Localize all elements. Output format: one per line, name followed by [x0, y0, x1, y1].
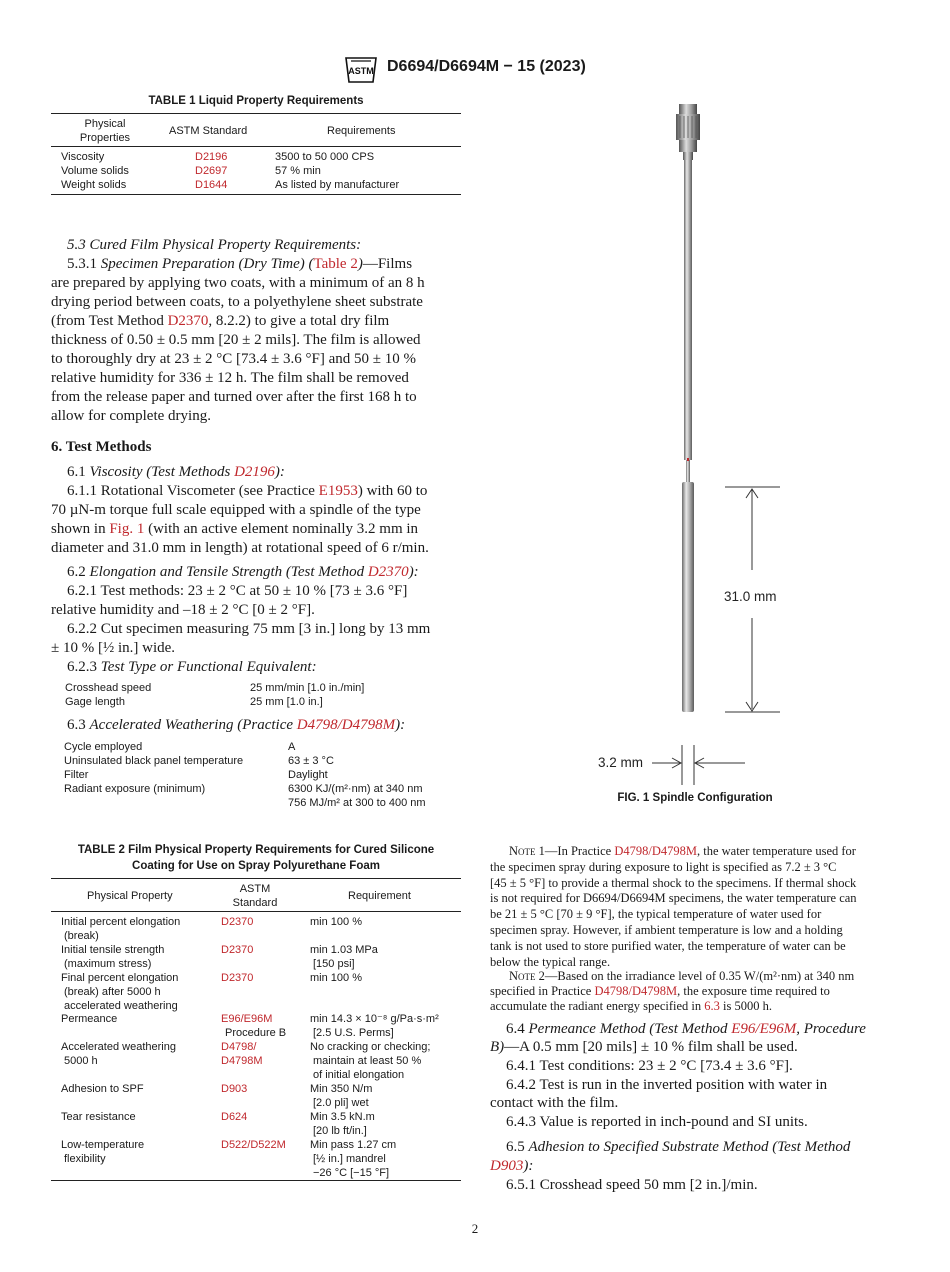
kv-value: 25 mm [1.0 in.] — [250, 696, 323, 708]
paragraph-line: 70 µN-m torque full scale equipped with a spindle of the type — [51, 502, 421, 518]
link-d4798[interactable]: D4798/D4798M — [614, 844, 697, 858]
table-row-link[interactable]: D4798M — [221, 1055, 263, 1067]
table-row-cell: [½ in.] mandrel — [313, 1153, 386, 1165]
paragraph-line: thickness of 0.50 ± 0.5 mm [20 ± 2 mils]. The film is allowed — [51, 332, 421, 348]
paragraph-line: relative humidity for 336 ± 12 h. The film shall be removed — [51, 370, 409, 386]
kv-key: Uninsulated black panel temperature — [64, 755, 244, 767]
table-row-cell: [2.5 U.S. Perms] — [313, 1027, 394, 1039]
kv-value: A — [288, 741, 296, 753]
section-5-3-heading: 5.3 Cured Film Physical Property Requirements: — [67, 237, 362, 253]
table-rule — [51, 911, 461, 912]
astm-logo-icon — [343, 55, 379, 85]
kv-value: 6300 KJ/(m²·nm) at 340 nm — [288, 783, 423, 795]
page-header — [0, 55, 950, 85]
table-row-cell: [20 lb ft/in.] — [313, 1125, 367, 1137]
table-row-cell: Adhesion to SPF — [61, 1083, 144, 1095]
table-row-cell: 3500 to 50 000 CPS — [275, 151, 375, 163]
logo-text: ASTM — [348, 66, 374, 76]
table-row-cell: −26 °C [−15 °F] — [313, 1167, 390, 1179]
kv-value: Daylight — [288, 769, 328, 781]
table-row-cell: Min 350 N/m — [310, 1083, 373, 1095]
table-row-cell: (maximum stress) — [64, 958, 152, 970]
table-row-cell: [150 psi] — [313, 958, 355, 970]
table-row-cell: [2.0 pli] wet — [313, 1097, 369, 1109]
kv-key: Filter — [64, 769, 89, 781]
note-1-line: Note 1—In Practice D4798/D4798M, the water temperature used for — [509, 844, 856, 858]
table-row-cell: Accelerated weathering — [61, 1041, 176, 1053]
paragraph-line: diameter and 31.0 mm in length) at rotational speed of 6 r/min. — [51, 540, 429, 556]
table-rule — [51, 1180, 461, 1181]
kv-key: Crosshead speed — [65, 682, 152, 694]
table-row-cell: min 100 % — [310, 972, 362, 984]
table-row-cell: Viscosity — [61, 151, 105, 163]
paragraph-6-4-3: 6.4.3 Value is reported in inch-pound and SI units. — [506, 1114, 808, 1130]
table-2-header-requirement: Requirement — [348, 890, 411, 902]
table-row-cell: Procedure B — [225, 1027, 287, 1039]
table-row-cell: Initial percent elongation — [61, 916, 181, 928]
page-number: 2 — [471, 1221, 479, 1236]
note-2-line: Note 2—Based on the irradiance level of 0.35 W/(m²·nm) at 340 nm — [509, 969, 855, 983]
table-row-cell: No cracking or checking; — [310, 1041, 431, 1053]
link-d2370[interactable]: D2370 — [367, 564, 409, 580]
table-row-cell: Weight solids — [61, 179, 127, 191]
diameter-dimension-marker — [652, 745, 745, 785]
table-rule — [51, 113, 461, 114]
paragraph-6-5-1: 6.5.1 Crosshead speed 50 mm [2 in.]/min. — [506, 1177, 758, 1193]
spindle-image — [676, 104, 700, 712]
table-row-cell: flexibility — [64, 1153, 106, 1165]
paragraph-line: (from Test Method D2370, 8.2.2) to give a total dry film — [51, 313, 390, 329]
kv-key: Radiant exposure (minimum) — [64, 783, 206, 795]
table-row-cell: of initial elongation — [313, 1069, 405, 1081]
table-row-cell: Tear resistance — [61, 1111, 136, 1123]
paragraph-line: D903): — [490, 1158, 534, 1174]
table-row-cell: Permeance — [61, 1013, 118, 1025]
note-1-line: tank is not used to store purified water, the temperature of water can be — [490, 939, 846, 953]
table-row-cell: (break) after 5000 h — [64, 986, 161, 998]
link-d4798[interactable]: D4798/D4798M — [594, 984, 678, 998]
link-d2196[interactable]: D2196 — [234, 464, 275, 480]
paragraph-5-3-1: 5.3.1 Specimen Preparation (Dry Time) (Table 2)—Films — [67, 256, 413, 272]
kv-key: Gage length — [65, 696, 125, 708]
note-1-line: the specimen spray during exposure to light is specified as 7.2 ± 3 °C — [490, 860, 837, 874]
table-row-cell: Initial tensile strength — [61, 944, 165, 956]
table-row-link[interactable]: D624 — [221, 1111, 248, 1123]
note-1-line: be 21 ± 5 °C [70 ± 9 °F], the typical temperature of water used for — [490, 907, 822, 921]
table-row-cell: 5000 h — [64, 1055, 98, 1067]
table-row-link[interactable]: D522/D522M — [221, 1139, 286, 1151]
note-2-line: accumulate the radiant energy specified in 6.3 is 5000 h. — [490, 999, 772, 1013]
paragraph-line: allow for complete drying. — [51, 408, 211, 424]
table-row-link[interactable]: D4798/ — [221, 1041, 257, 1053]
table-rule — [51, 878, 461, 879]
paragraph-line: are prepared by applying two coats, with a minimum of an 8 h — [51, 275, 425, 291]
table-1-header-standard: ASTM Standard — [169, 125, 248, 137]
table-row-link[interactable]: D903 — [221, 1083, 248, 1095]
link-d4798[interactable]: D4798/D4798M — [296, 717, 396, 733]
table-1-header-property: Physical Properties — [79, 118, 131, 144]
table-row-cell: Min 3.5 kN.m — [310, 1111, 375, 1123]
table-2-header-property: Physical Property — [87, 890, 173, 902]
paragraph-line: shown in Fig. 1 (with an active element nominally 3.2 mm in — [51, 521, 419, 537]
spindle-figure — [580, 100, 840, 810]
table-2-header-standard: ASTM Standard — [232, 883, 278, 909]
paragraph-6-5: 6.5 Adhesion to Specified Substrate Method (Test Method — [506, 1139, 851, 1155]
link-e96[interactable]: E96/E96M — [731, 1021, 797, 1037]
paragraph-6-4-1: 6.4.1 Test conditions: 23 ± 2 °C [73.4 ± 3.6 °F]. — [506, 1058, 793, 1074]
table-row-link[interactable]: D2370 — [221, 916, 254, 928]
table-row-cell: min 1.03 MPa — [310, 944, 378, 956]
paragraph-6-3: 6.3 Accelerated Weathering (Practice D4798/D4798M): — [67, 717, 406, 733]
paragraph-line: to thoroughly dry at 23 ± 2 °C [73.4 ± 3.6 °F] and 50 ± 10 % — [51, 351, 417, 367]
table-row-cell: maintain at least 50 % — [313, 1055, 422, 1067]
paragraph-6-4-2: 6.4.2 Test is run in the inverted position with water in — [506, 1077, 828, 1093]
table-row-cell: Volume solids — [61, 165, 129, 177]
paragraph-line: B)—A 0.5 mm [20 mils] ± 10 % film shall be used. — [490, 1039, 798, 1055]
paragraph-line: ± 10 % [½ in.] wide. — [51, 640, 176, 656]
kv-value: 25 mm/min [1.0 in./min] — [250, 682, 365, 694]
table-row-cell: min 14.3 × 10⁻⁸ g/Pa·s·m² — [310, 1013, 439, 1025]
link-6-3[interactable]: 6.3 — [704, 999, 720, 1013]
note-2-line: specified in Practice D4798/D4798M, the exposure time required to — [490, 984, 830, 998]
note-1-line: is not required for D6694/D6694M specimens, the water temperature can — [490, 891, 857, 905]
table-row-link[interactable]: D2196 — [195, 151, 228, 163]
paragraph-6-4: 6.4 Permeance Method (Test Method E96/E96M, Procedure — [506, 1021, 866, 1037]
table-2-caption-line-2: Coating for Use on Spray Polyurethane Foam — [132, 860, 380, 872]
table-row-cell: (break) — [64, 930, 99, 942]
table-row-cell: 57 % min — [275, 165, 321, 177]
document-designation: D6694/D6694M − 15 (2023) — [387, 58, 586, 75]
link-fig-1[interactable]: Fig. 1 — [109, 521, 145, 537]
note-1-line: below the typical range. — [490, 955, 611, 969]
table-2-caption-line-1: TABLE 2 Film Physical Property Requirements for Cured Silicone — [77, 844, 435, 856]
link-table-2[interactable]: Table 2 — [313, 256, 358, 272]
section-6-heading: 6. Test Methods — [51, 439, 152, 455]
paragraph-6-1: 6.1 Viscosity (Test Methods D2196): — [67, 464, 285, 480]
length-label: 31.0 mm — [724, 589, 777, 604]
paragraph-line: from the release paper and turned over after the first 168 h to — [51, 389, 417, 405]
paragraph-6-2-3: 6.2.3 Test Type or Functional Equivalent: — [67, 659, 317, 675]
kv-value: 756 MJ/m² at 300 to 400 nm — [288, 797, 426, 809]
link-d2370[interactable]: D2370 — [167, 313, 209, 329]
table-rule — [51, 194, 461, 195]
paragraph-line: drying period between coats, to a polyethylene sheet substrate — [51, 294, 423, 310]
paragraph-line: relative humidity and –18 ± 2 °C [0 ± 2 °F]. — [51, 602, 315, 618]
table-row-link[interactable]: D1644 — [195, 179, 228, 191]
table-row-cell: As listed by manufacturer — [275, 179, 400, 191]
paragraph-6-2-1: 6.2.1 Test methods: 23 ± 2 °C at 50 ± 10 % [73 ± 3.6 °F] — [67, 583, 408, 599]
table-row-cell: Low-temperature — [61, 1139, 145, 1151]
paragraph-6-1-1: 6.1.1 Rotational Viscometer (see Practice E1953) with 60 to — [67, 483, 428, 499]
table-1-header-requirements: Requirements — [327, 125, 396, 137]
table-row-cell: Final percent elongation — [61, 972, 179, 984]
paragraph-6-2-2: 6.2.2 Cut specimen measuring 75 mm [3 in.] long by 13 mm — [67, 621, 431, 637]
kv-value: 63 ± 3 °C — [288, 755, 334, 767]
table-row-cell: min 100 % — [310, 916, 362, 928]
table-rule — [51, 146, 461, 147]
table-row-link[interactable]: D2370 — [221, 972, 254, 984]
table-row-cell: Min pass 1.27 cm — [310, 1139, 397, 1151]
paragraph-6-2: 6.2 Elongation and Tensile Strength (Test Method D2370): — [67, 564, 419, 580]
diameter-label: 3.2 mm — [598, 755, 644, 770]
table-row-link[interactable]: D2370 — [221, 944, 254, 956]
table-row-link[interactable]: D2697 — [195, 165, 228, 177]
paragraph-line: contact with the film. — [490, 1095, 619, 1111]
figure-caption: FIG. 1 Spindle Configuration — [617, 792, 773, 804]
link-e1953[interactable]: E1953 — [318, 483, 358, 499]
table-1-caption: TABLE 1 Liquid Property Requirements — [148, 95, 364, 107]
table-row-link[interactable]: E96/E96M — [221, 1013, 273, 1025]
kv-key: Cycle employed — [64, 741, 143, 753]
note-1-line: specimen spray. However, if ambient temperature is low and a holding — [490, 923, 843, 937]
note-1-line: [45 ± 5 °F] to provide a thermal shock to the specimens. If thermal shock — [490, 876, 857, 890]
table-row-cell: accelerated weathering — [64, 1000, 178, 1012]
link-d903[interactable]: D903 — [490, 1158, 524, 1174]
